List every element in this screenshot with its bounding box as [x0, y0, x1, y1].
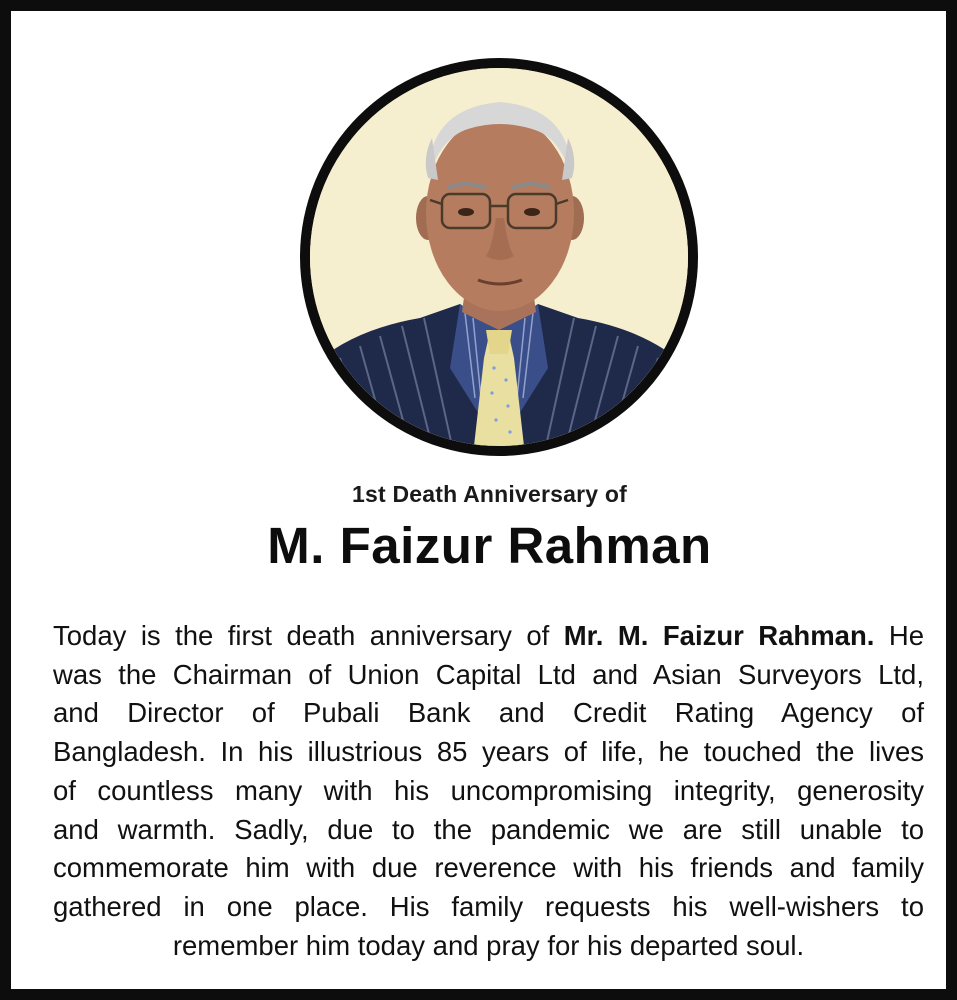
body-line-last: remember him today and pray for his departed soul. — [172, 929, 805, 961]
body-line-1-end: He — [888, 620, 924, 651]
body-line: and Director of Pubali Bank and Credit Rating Agency of — [53, 697, 924, 729]
body-line: Bangladesh. In his illustrious 85 years of life, he touched the lives — [53, 736, 924, 768]
body-line-1 — [53, 617, 924, 656]
body-line: commemorate him with due reverence with his friends and family — [53, 852, 924, 884]
body-line-1-start: Today is the first death anniversary of — [53, 620, 550, 651]
obituary-body — [53, 617, 924, 965]
body-line: of countless many with his uncompromising integrity, generosity — [53, 774, 924, 806]
portrait-photo — [310, 68, 688, 446]
body-line: and warmth. Sadly, due to the pandemic we are still unable to — [53, 813, 924, 845]
body-line-1-bold-name: Mr. M. Faizur Rahman. — [563, 620, 875, 651]
body-line: gathered in one place. His family requests his well-wishers to — [53, 890, 924, 922]
portrait-illustration — [310, 68, 688, 446]
portrait-ring — [300, 58, 698, 456]
deceased-name: M. Faizur Rahman — [267, 517, 712, 574]
anniversary-subtitle: 1st Death Anniversary of — [352, 481, 627, 507]
body-line: was the Chairman of Union Capital Ltd and Asian Surveyors Ltd, — [53, 658, 924, 690]
